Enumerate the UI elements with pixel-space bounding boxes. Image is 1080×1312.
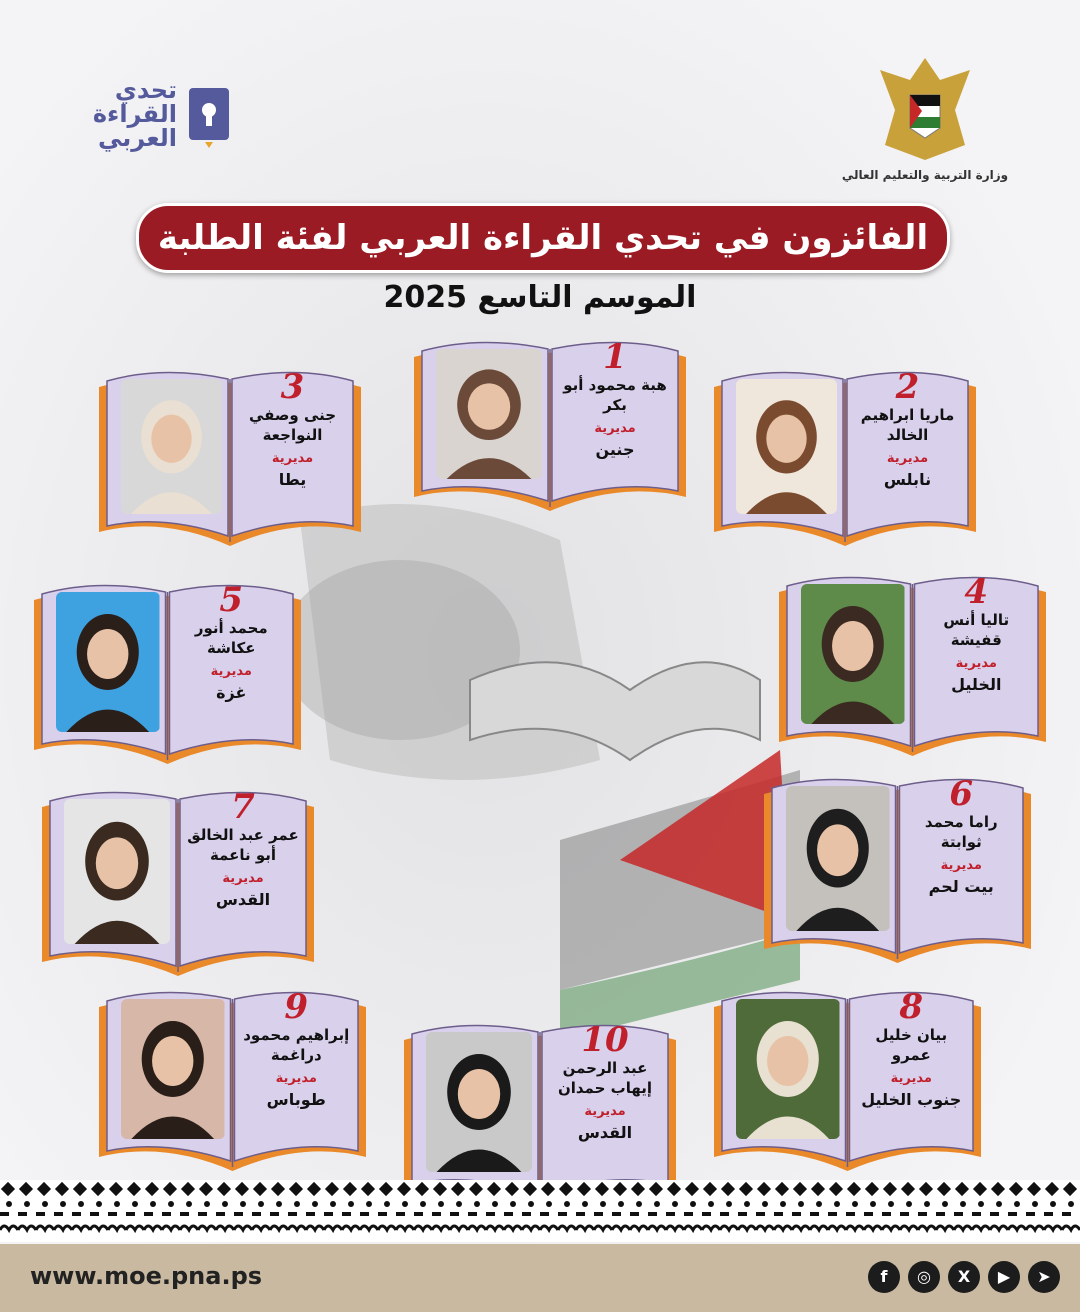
winner-rank: 4 [964, 572, 989, 612]
directorate-name: بيت لحم [928, 877, 994, 896]
directorate-name: القدس [215, 890, 271, 909]
website-link[interactable]: www.moe.pna.ps [30, 1262, 263, 1290]
winner-info [919, 574, 1035, 696]
winner-name: عمر عبد الخالق أبو ناعمة [187, 826, 299, 864]
winner-name: هبة محمود أبو بكر [563, 376, 667, 414]
directorate-label: مديرية [275, 1071, 317, 1086]
winner-info [239, 989, 355, 1111]
person-silhouette-icon [786, 786, 890, 931]
person-silhouette-icon [801, 584, 905, 724]
winner-card-4 [775, 570, 1050, 760]
page-title: الفائزون في تحدي القراءة العربي لفئة الطلبة [157, 218, 929, 258]
winner-info [174, 582, 290, 704]
winner-rank: 9 [284, 987, 309, 1027]
winner-info [904, 776, 1020, 898]
person-silhouette-icon [64, 799, 170, 944]
winner-rank: 5 [219, 580, 244, 620]
winner-info [236, 369, 349, 491]
winner-photo [736, 379, 837, 514]
winner-name: تاليا أنس قفيشة [943, 611, 1010, 649]
winner-name: عبد الرحمن إيهاب حمدان [557, 1059, 653, 1097]
directorate-name: الخليل [951, 675, 1002, 694]
winner-card-1 [410, 335, 690, 515]
winner-card-5 [30, 578, 305, 768]
winner-info [556, 339, 674, 461]
directorate-label: مديرية [886, 451, 929, 466]
winner-photo [801, 584, 905, 724]
x-icon[interactable]: X [948, 1261, 980, 1293]
winner-photo [786, 786, 890, 931]
person-silhouette-icon [736, 999, 840, 1139]
person-silhouette-icon [121, 999, 225, 1139]
winner-rank: 1 [603, 337, 627, 377]
winner-photo [736, 999, 840, 1139]
directorate-label: مديرية [584, 1104, 626, 1119]
directorate-label: مديرية [222, 871, 264, 886]
winner-rank: 3 [280, 367, 305, 407]
directorate-label: مديرية [955, 656, 997, 671]
winner-rank: 10 [581, 1020, 629, 1060]
winner-rank: 2 [895, 367, 920, 407]
winner-info [851, 369, 964, 491]
person-silhouette-icon [426, 1032, 532, 1172]
winner-rank: 7 [231, 787, 255, 827]
eagle-emblem-icon [840, 50, 1010, 165]
instagram-icon[interactable]: ◎ [908, 1261, 940, 1293]
winner-card-6 [760, 772, 1035, 967]
person-silhouette-icon [736, 379, 837, 514]
winner-name: إبراهيم محمود دراغمة [243, 1026, 350, 1064]
keffiyeh-pattern [0, 1180, 1080, 1242]
winner-card-2 [710, 365, 980, 550]
winner-rank: 8 [899, 987, 924, 1027]
ministry-emblem [840, 50, 1010, 190]
winner-info [546, 1022, 664, 1144]
winner-name: محمد أنور عكاشة [194, 619, 268, 657]
winner-photo [121, 379, 222, 514]
winner-rank: 6 [949, 774, 974, 814]
winner-photo [426, 1032, 532, 1172]
directorate-label: مديرية [210, 664, 252, 679]
ministry-name: وزارة التربية والتعليم العالي [841, 168, 1009, 182]
telegram-icon[interactable]: ➤ [1028, 1261, 1060, 1293]
winner-info [854, 989, 970, 1111]
winner-card-9 [95, 985, 370, 1175]
title-banner [136, 203, 950, 273]
winner-card-7 [38, 785, 318, 980]
person-silhouette-icon [121, 379, 222, 514]
directorate-name: جنوب الخليل [861, 1090, 962, 1109]
person-silhouette-icon [436, 349, 542, 479]
reading-challenge-logo [92, 76, 255, 168]
youtube-icon[interactable]: ▶ [988, 1261, 1020, 1293]
winner-photo [436, 349, 542, 479]
logo-text: تحدي القراءة العربي [92, 76, 177, 152]
winner-photo [56, 592, 160, 732]
winner-name: بيان خليل عمرو [875, 1026, 948, 1064]
winner-name: ماريا ابراهيم الخالد [860, 406, 955, 444]
facebook-icon[interactable]: f [868, 1261, 900, 1293]
directorate-name: نابلس [883, 470, 932, 489]
footer [0, 1244, 1080, 1312]
winner-card-3 [95, 365, 365, 550]
directorate-label: مديرية [271, 451, 314, 466]
season-subtitle: الموسم التاسع 2025 [383, 280, 697, 315]
person-silhouette-icon [56, 592, 160, 732]
directorate-name: يطا [278, 470, 307, 489]
winner-name: راما محمد ثوابتة [924, 813, 998, 851]
directorate-name: جنين [595, 440, 635, 459]
directorate-label: مديرية [890, 1071, 932, 1086]
directorate-name: غزة [216, 683, 247, 702]
directorate-name: طوباس [266, 1090, 326, 1109]
winner-name: جنى وصفي النواجعة [248, 406, 337, 444]
directorate-label: مديرية [594, 421, 636, 436]
directorate-name: القدس [577, 1123, 633, 1142]
winner-card-8 [710, 985, 985, 1175]
winner-info [184, 789, 302, 911]
directorate-label: مديرية [940, 858, 982, 873]
book-lock-icon [187, 86, 233, 148]
winner-photo [64, 799, 170, 944]
winner-photo [121, 999, 225, 1139]
